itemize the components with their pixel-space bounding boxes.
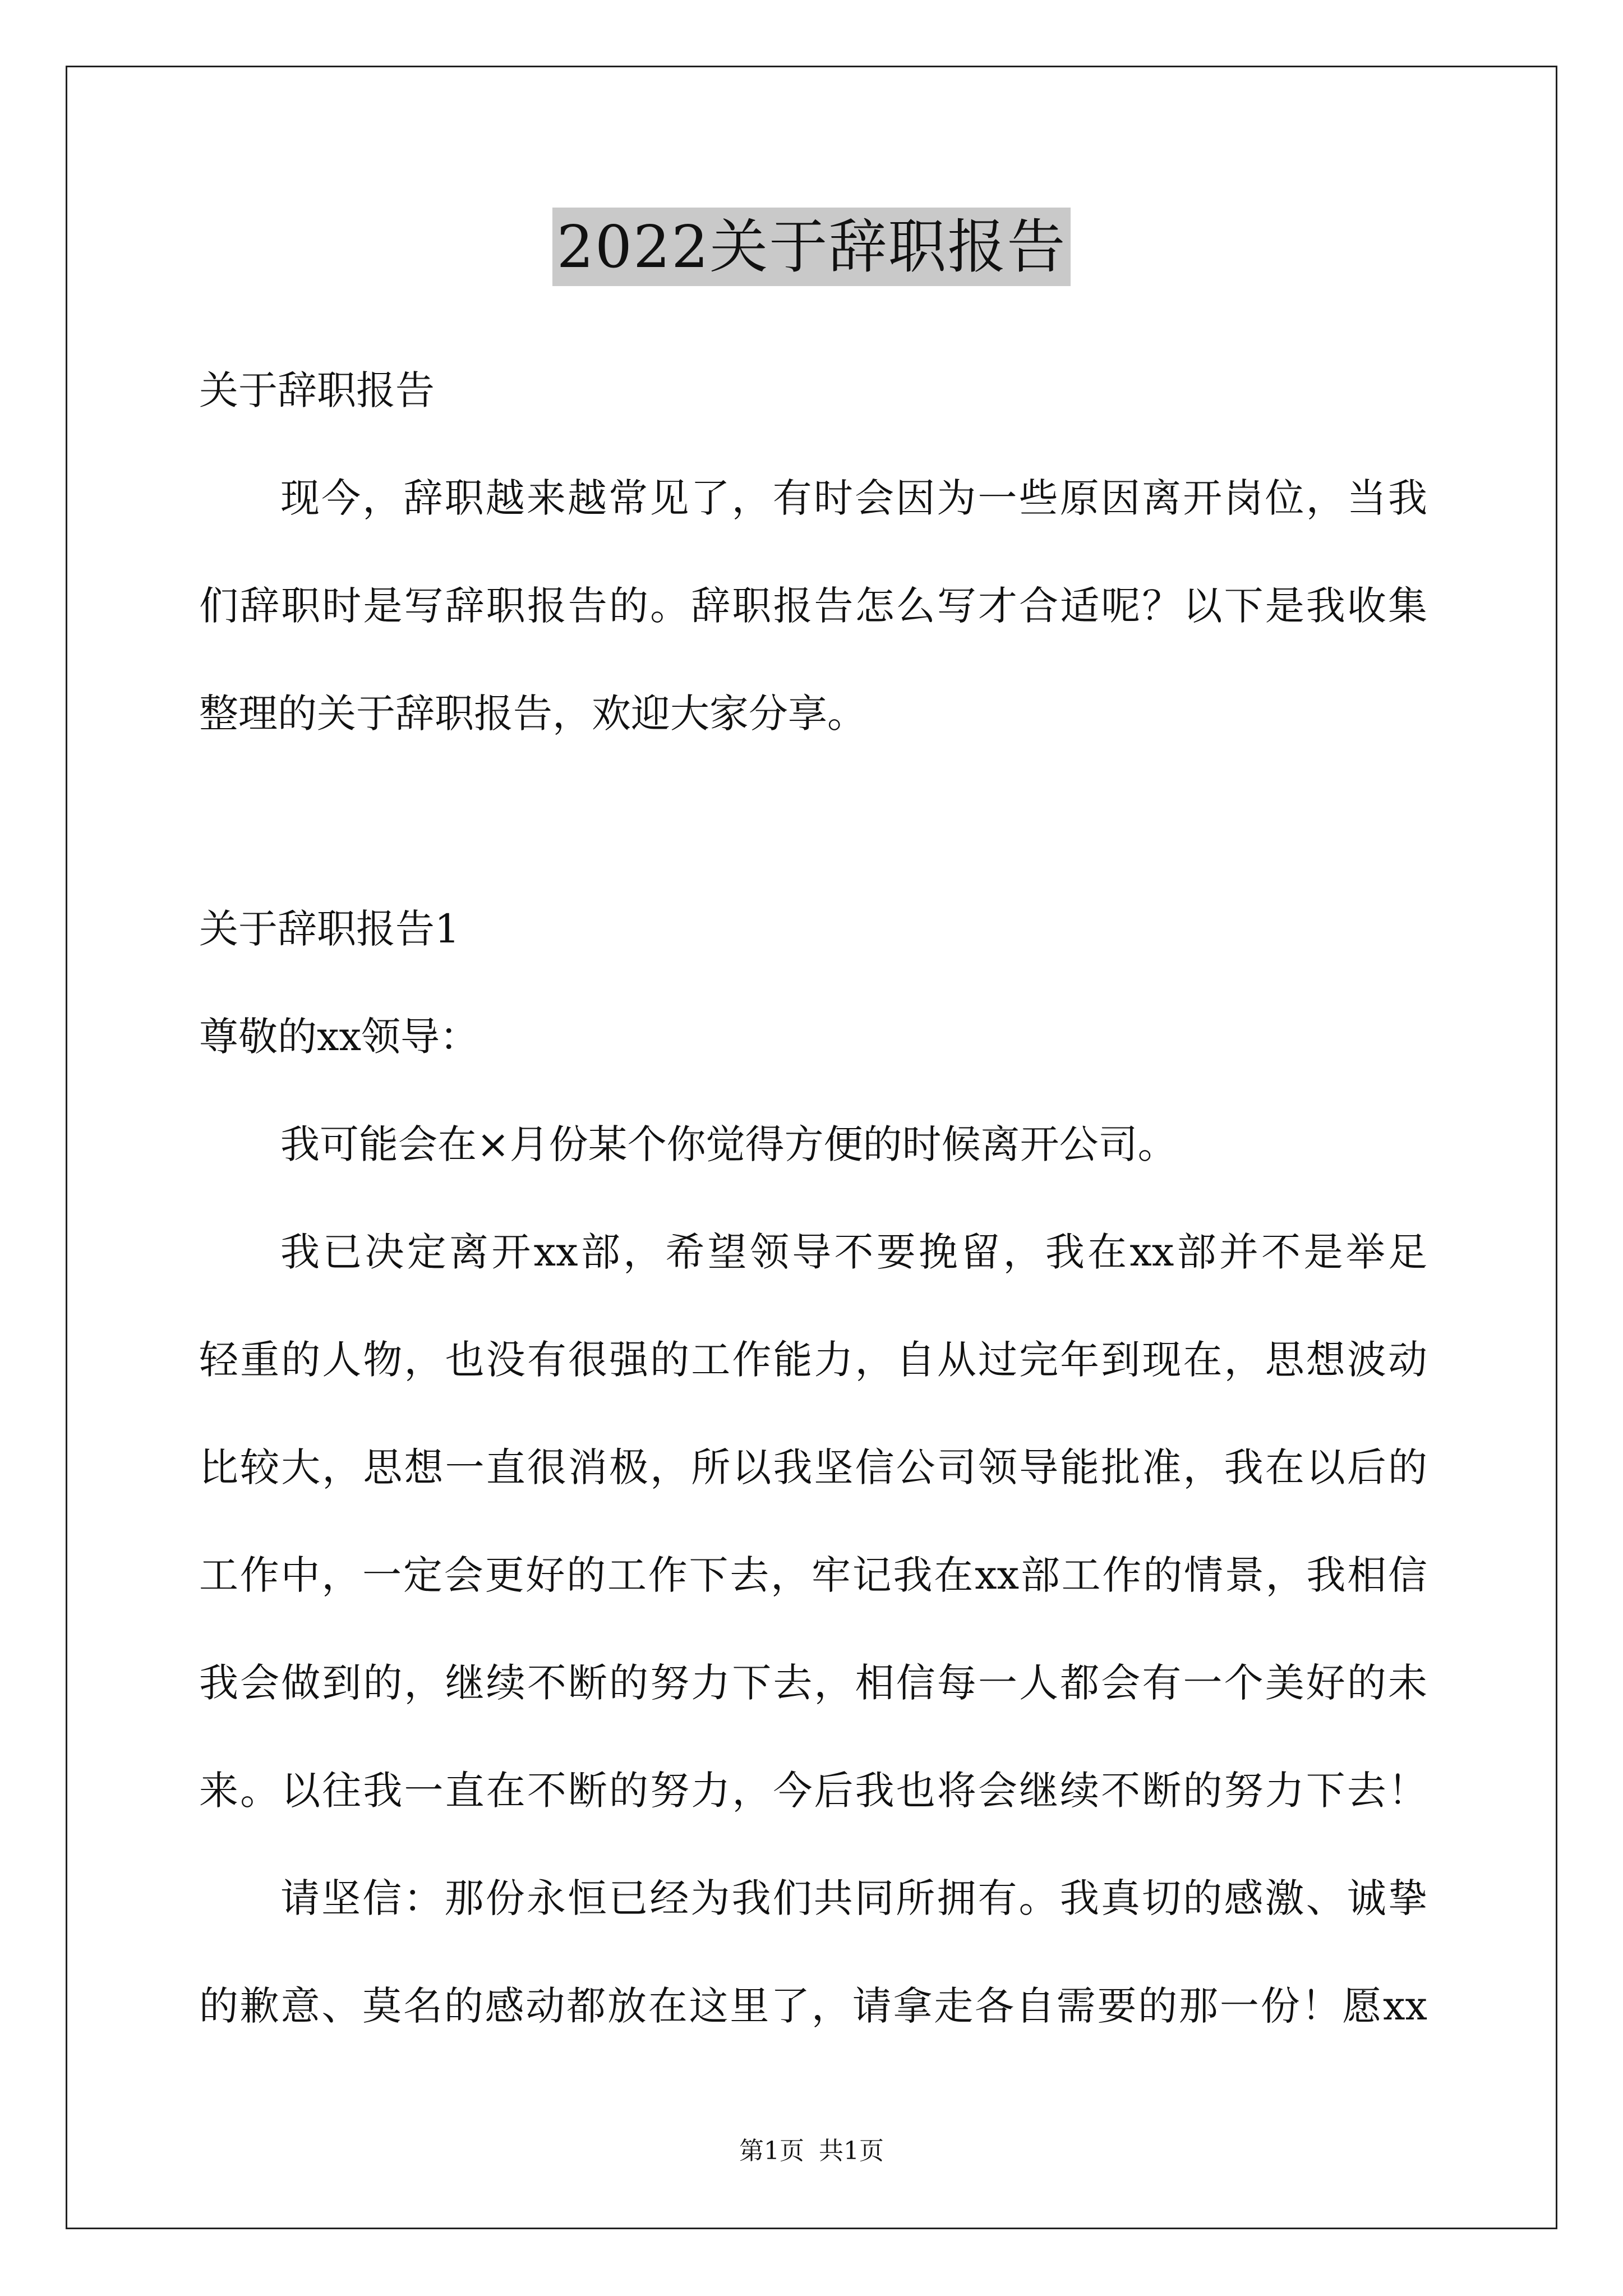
page-footer [0, 2134, 1623, 2168]
paragraph-line: 工作中，一定会更好的工作下去，牢记我在xx部工作的情景，我相信 [199, 1552, 1427, 1598]
paragraph-line: 的歉意、莫名的感动都放在这里了，请拿走各自需要的那一份！愿xx [199, 1983, 1427, 2029]
paragraph-line: 轻重的人物，也没有很强的工作能力，自从过完年到现在，思想波动 [199, 1337, 1427, 1383]
paragraph-line: 我可能会在×月份某个你觉得方便的时候离开公司。 [280, 1121, 1177, 1167]
page-total: 共1页 [819, 2137, 884, 2165]
section-heading: 关于辞职报告1 [199, 906, 460, 952]
document-body [199, 337, 1427, 2060]
salutation: 尊敬的xx领导： [199, 1014, 479, 1060]
page-number: 第1页 [739, 2137, 804, 2165]
paragraph-line: 现今，辞职越来越常见了，有时会因为一些原因离开岗位，当我 [280, 475, 1427, 521]
paragraph-line: 来。以往我一直在不断的努力，今后我也将会继续不断的努力下去！ [199, 1768, 1427, 1814]
document-title: 2022关于辞职报告 [552, 208, 1071, 286]
title-container [0, 208, 1623, 286]
paragraph-line: 们辞职时是写辞职报告的。辞职报告怎么写才合适呢？以下是我收集 [199, 583, 1427, 629]
paragraph-line: 我会做到的，继续不断的努力下去，相信每一人都会有一个美好的未 [199, 1660, 1427, 1706]
paragraph-line: 请坚信：那份永恒已经为我们共同所拥有。我真切的感激、诚挚 [280, 1875, 1427, 1921]
section-heading: 关于辞职报告 [199, 367, 435, 413]
blank-line [199, 767, 1427, 875]
paragraph-line: 整理的关于辞职报告，欢迎大家分享。 [199, 691, 866, 737]
paragraph-line: 我已决定离开xx部，希望领导不要挽留，我在xx部并不是举足 [280, 1229, 1427, 1275]
paragraph-line: 比较大，思想一直很消极，所以我坚信公司领导能批准，我在以后的 [199, 1444, 1427, 1490]
